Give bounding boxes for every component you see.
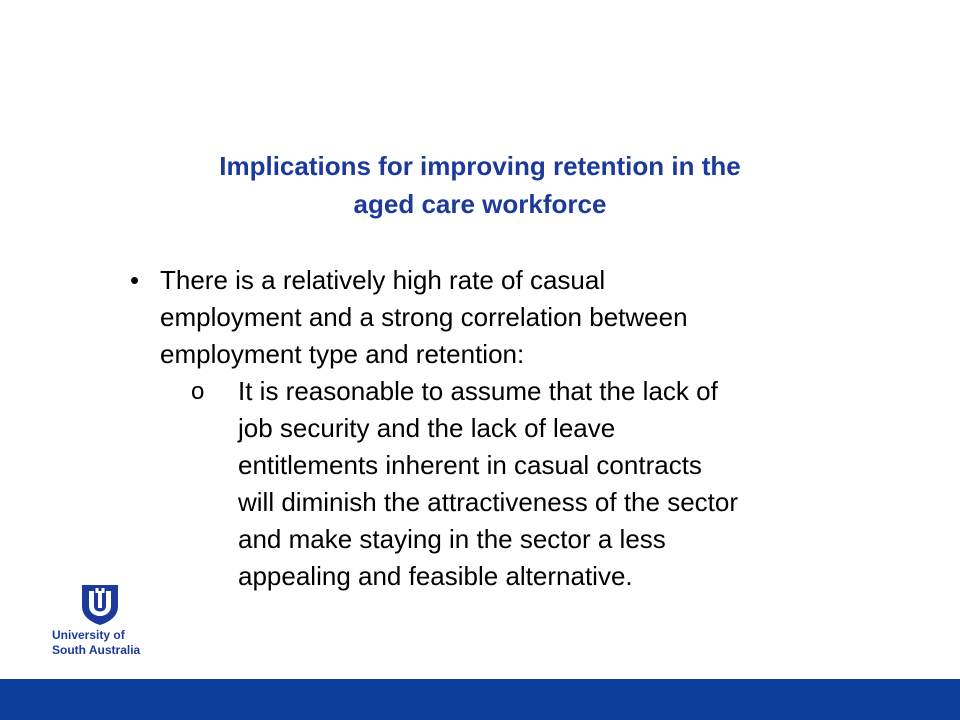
sub-bullet-line-6: appealing and feasible alternative. bbox=[238, 561, 633, 591]
sub-bullet-item bbox=[191, 373, 850, 595]
bullet-line-1: There is a relatively high rate of casual bbox=[160, 265, 606, 295]
university-shield-icon bbox=[78, 582, 122, 626]
slide-title bbox=[100, 147, 860, 223]
slide-title-line-1: Implications for improving retention in the bbox=[219, 151, 741, 181]
sub-bullet-line-5: and make staying in the sector a less bbox=[238, 524, 666, 554]
university-name-line-2: South Australia bbox=[52, 643, 141, 657]
sub-bullet-line-3: entitlements inherent in casual contracts bbox=[238, 450, 702, 480]
sub-bullet-marker: o bbox=[191, 378, 205, 405]
bullet-line-2: employment and a strong correlation between bbox=[160, 302, 688, 332]
sub-bullet-line-2: job security and the lack of leave bbox=[238, 413, 616, 443]
footer-bar bbox=[0, 679, 960, 720]
bullet-list bbox=[130, 262, 850, 595]
sub-bullet-line-1: It is reasonable to assume that the lack of bbox=[238, 376, 718, 406]
bullet-line-3: employment type and retention: bbox=[160, 339, 525, 369]
sub-bullet-line-4: will diminish the attractiveness of the sector bbox=[238, 487, 738, 517]
bullet-marker: • bbox=[130, 265, 140, 295]
bullet-item bbox=[130, 262, 850, 595]
university-logo bbox=[52, 582, 152, 662]
university-name bbox=[52, 628, 152, 658]
university-name-line-1: University of bbox=[52, 628, 125, 642]
slide-title-line-2: aged care workforce bbox=[353, 189, 607, 219]
